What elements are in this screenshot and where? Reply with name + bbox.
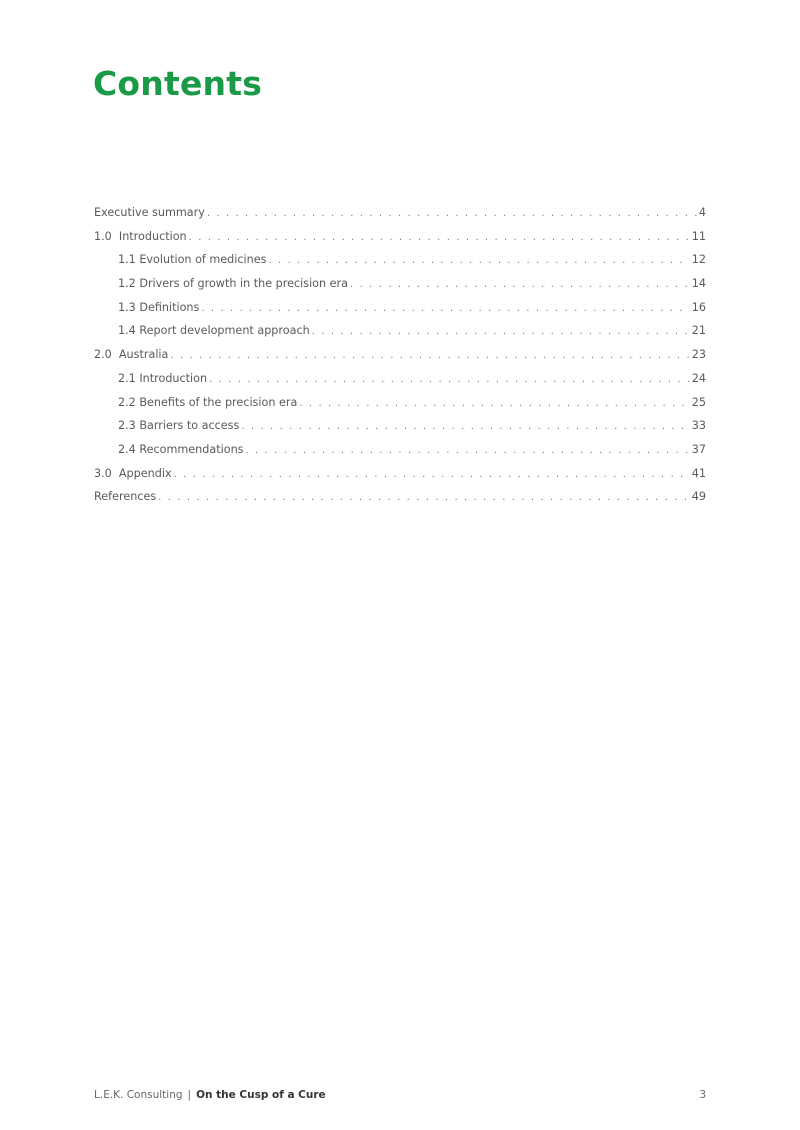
toc-dot-leader [207,202,697,226]
toc-entry-references[interactable] [94,485,706,509]
toc-entry-page: 33 [691,419,706,433]
page-title: Contents [93,64,263,103]
toc-entry-australia-introduction[interactable] [94,367,706,391]
toc-entry-executive-summary[interactable] [94,201,706,225]
toc-entry-recommendations[interactable] [94,438,706,462]
toc-entry-page: 25 [691,395,706,409]
toc-dot-leader [170,344,689,368]
toc-dot-leader [350,273,690,297]
toc-entry-benefits-of-precision-era[interactable] [94,391,706,415]
toc-entry-introduction[interactable] [94,225,706,249]
toc-entry-page: 11 [691,229,706,243]
toc-entry-page: 37 [691,442,706,456]
toc-entry-drivers-of-growth[interactable] [94,272,706,296]
toc-entry-label: 1.1 Evolution of medicines [118,253,267,267]
toc-entry-barriers-to-access[interactable] [94,414,706,438]
toc-entry-label: 1.0 Introduction [94,229,187,243]
toc-entry-page: 4 [698,206,706,219]
toc-entry-appendix[interactable] [94,462,706,486]
toc-entry-label: 2.0 Australia [94,348,169,362]
toc-entry-label: 1.2 Drivers of growth in the precision era [118,277,349,291]
toc-entry-page: 41 [691,466,706,480]
toc-dot-leader [158,486,690,510]
toc-dot-leader [209,368,690,392]
toc-entry-australia[interactable] [94,343,706,367]
toc-dot-leader [299,392,689,416]
footer-source [94,1089,326,1101]
toc-entry-page: 49 [691,490,706,504]
toc-entry-report-development-approach[interactable] [94,319,706,343]
toc-entry-page: 14 [691,277,706,291]
toc-entry-label: Executive summary [94,206,205,219]
toc-dot-leader [174,463,690,487]
toc-entry-label: 2.2 Benefits of the precision era [118,395,298,409]
toc-entry-label: 1.3 Definitions [118,300,200,314]
toc-entry-page: 23 [691,348,706,362]
footer-separator: | [187,1089,192,1101]
toc-dot-leader [312,320,690,344]
toc-entry-page: 24 [691,371,706,385]
toc-entry-label: 2.1 Introduction [118,371,208,385]
toc-dot-leader [268,249,689,273]
toc-dot-leader [189,226,690,250]
toc-entry-label: References [94,490,157,504]
toc-dot-leader [201,297,689,321]
toc-entry-page: 12 [691,253,706,267]
toc-entry-label: 2.3 Barriers to access [118,419,240,433]
toc-entry-label: 3.0 Appendix [94,466,172,480]
toc-entry-evolution-of-medicines[interactable] [94,248,706,272]
toc-entry-label: 1.4 Report development approach [118,324,310,338]
toc-entry-page: 16 [691,300,706,314]
footer-page-number: 3 [699,1089,706,1101]
footer-report-title: On the Cusp of a Cure [196,1089,326,1101]
footer-company: L.E.K. Consulting [94,1089,183,1101]
toc-entry-definitions[interactable] [94,296,706,320]
table-of-contents [94,201,706,509]
toc-dot-leader [241,415,689,439]
toc-entry-page: 21 [691,324,706,338]
toc-entry-label: 2.4 Recommendations [118,442,244,456]
toc-dot-leader [245,439,689,463]
